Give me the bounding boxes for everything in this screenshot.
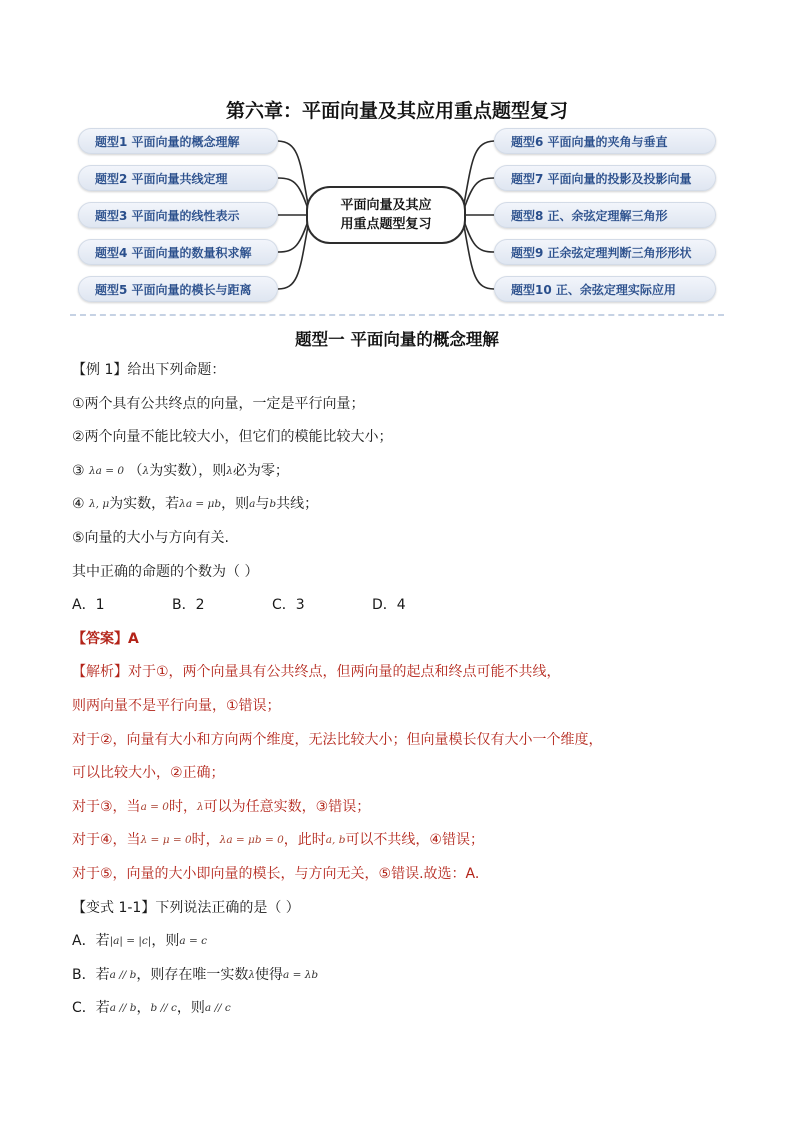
mind-map-topic-7: 题型7 平面向量的投影及投影向量 bbox=[494, 165, 716, 191]
text-fragment: 时， bbox=[191, 832, 220, 849]
analysis-line-5 bbox=[72, 796, 732, 830]
text-fragment: ④ bbox=[72, 496, 90, 513]
mind-map-topic-9: 题型9 正余弦定理判断三角形形状 bbox=[494, 239, 716, 265]
mind-map-center-node bbox=[306, 186, 466, 244]
math-formula: λ bbox=[248, 968, 255, 981]
text-fragment: ，则 bbox=[221, 496, 250, 513]
question-stem: 其中正确的命题的个数为（ ） bbox=[72, 563, 259, 580]
math-formula: a, b bbox=[325, 834, 346, 847]
math-formula: λ = μ = 0 bbox=[140, 834, 192, 847]
math-formula: λa = μb = 0 bbox=[219, 834, 284, 847]
text-fragment: ，则 bbox=[151, 933, 180, 950]
answer-line: 【答案】A bbox=[72, 630, 139, 647]
mind-map-topic-5: 题型5 平面向量的模长与距离 bbox=[78, 276, 278, 302]
math-formula: λa = μb bbox=[179, 498, 222, 511]
mind-map-topic-1: 题型1 平面向量的概念理解 bbox=[78, 128, 278, 154]
analysis-line-2: 则两向量不是平行向量，①错误； bbox=[72, 697, 281, 714]
section-title: 题型一 平面向量的概念理解 bbox=[295, 330, 499, 349]
text-fragment: A．若 bbox=[72, 933, 110, 950]
math-formula: |a| = |c| bbox=[109, 935, 152, 948]
text-fragment: 可以为任意实数，③错误； bbox=[203, 798, 371, 815]
mind-map-center-line-2: 用重点题型复习 bbox=[340, 217, 432, 232]
proposition-2: ②两个向量不能比较大小，但它们的模能比较大小； bbox=[72, 429, 393, 446]
option-a: A．1 bbox=[72, 597, 105, 614]
section-separator bbox=[70, 314, 724, 316]
option-c: C．3 bbox=[272, 597, 305, 614]
proposition-4 bbox=[72, 493, 732, 527]
mind-map bbox=[0, 122, 794, 312]
math-formula: a bbox=[249, 498, 256, 511]
text-fragment: C．若 bbox=[72, 1000, 110, 1017]
proposition-1: ①两个具有公共终点的向量，一定是平行向量； bbox=[72, 395, 365, 412]
math-formula: b bbox=[269, 498, 277, 511]
text-fragment: ，则存在唯一实数 bbox=[136, 966, 249, 983]
mind-map-center-line-1: 平面向量及其应 bbox=[340, 198, 432, 213]
text-fragment: ， bbox=[136, 1000, 151, 1017]
math-formula: λ bbox=[196, 800, 204, 813]
math-formula: λ bbox=[142, 464, 150, 477]
mind-map-topic-2: 题型2 平面向量共线定理 bbox=[78, 165, 278, 191]
mind-map-topic-6: 题型6 平面向量的夹角与垂直 bbox=[494, 128, 716, 154]
variant-intro: 【变式 1-1】下列说法正确的是（ ） bbox=[72, 899, 300, 916]
math-formula: λa = 0 bbox=[89, 464, 125, 477]
text-fragment: （ bbox=[124, 462, 143, 479]
proposition-5: ⑤向量的大小与方向有关. bbox=[72, 529, 230, 546]
answer-options bbox=[72, 594, 732, 628]
text-fragment: 对于③，当 bbox=[72, 798, 141, 815]
text-fragment: 可以不共线，④错误； bbox=[345, 832, 484, 849]
variant-option-a bbox=[72, 930, 732, 964]
text-fragment: ，此时 bbox=[283, 832, 326, 849]
mind-map-topic-8: 题型8 正、余弦定理解三角形 bbox=[494, 202, 716, 228]
math-formula: a // c bbox=[204, 1002, 231, 1015]
text-fragment: ③ bbox=[72, 462, 90, 479]
math-formula: λ bbox=[226, 464, 233, 477]
math-formula: λ, μ bbox=[89, 498, 110, 511]
option-b: B．2 bbox=[172, 597, 205, 614]
example-intro: 【例 1】给出下列命题： bbox=[72, 362, 226, 378]
analysis-line-1: 【解析】对于①，两个向量具有公共终点，但两向量的起点和终点可能不共线， bbox=[72, 664, 561, 681]
text-fragment: 时， bbox=[168, 798, 197, 815]
math-formula: a = 0 bbox=[140, 800, 169, 813]
math-formula: b // c bbox=[150, 1002, 177, 1015]
text-fragment: ，则 bbox=[176, 1000, 205, 1017]
content-body bbox=[72, 359, 732, 1031]
analysis-line-6 bbox=[72, 829, 732, 863]
text-fragment: B．若 bbox=[72, 966, 110, 983]
text-fragment: 与 bbox=[255, 496, 270, 513]
text-fragment: 为实数，若 bbox=[109, 496, 180, 513]
math-formula: a // b bbox=[109, 1002, 137, 1015]
text-fragment: 使得 bbox=[255, 966, 283, 983]
math-formula: a = λb bbox=[283, 968, 319, 981]
analysis-line-3: 对于②，向量有大小和方向两个维度，无法比较大小；但向量模长仅有大小一个维度， bbox=[72, 731, 603, 748]
document-title: 第六章：平面向量及其应用重点题型复习 bbox=[225, 100, 568, 122]
text-fragment: 必为零； bbox=[232, 462, 289, 479]
mind-map-topic-10: 题型10 正、余弦定理实际应用 bbox=[494, 276, 716, 302]
proposition-3 bbox=[72, 460, 732, 494]
analysis-line-4: 可以比较大小，②正确； bbox=[72, 765, 225, 782]
option-d: D．4 bbox=[372, 597, 406, 614]
mind-map-topic-4: 题型4 平面向量的数量积求解 bbox=[78, 239, 278, 265]
text-fragment: 共线； bbox=[276, 496, 319, 513]
math-formula: a = c bbox=[179, 935, 207, 948]
analysis-line-7: 对于⑤，向量的大小即向量的模长，与方向无关，⑤错误.故选：A. bbox=[72, 865, 480, 882]
math-formula: a // b bbox=[109, 968, 137, 981]
variant-option-b bbox=[72, 964, 732, 998]
text-fragment: 为实数），则 bbox=[149, 462, 227, 479]
text-fragment: 对于④，当 bbox=[72, 832, 141, 849]
variant-option-c bbox=[72, 997, 732, 1031]
mind-map-topic-3: 题型3 平面向量的线性表示 bbox=[78, 202, 278, 228]
